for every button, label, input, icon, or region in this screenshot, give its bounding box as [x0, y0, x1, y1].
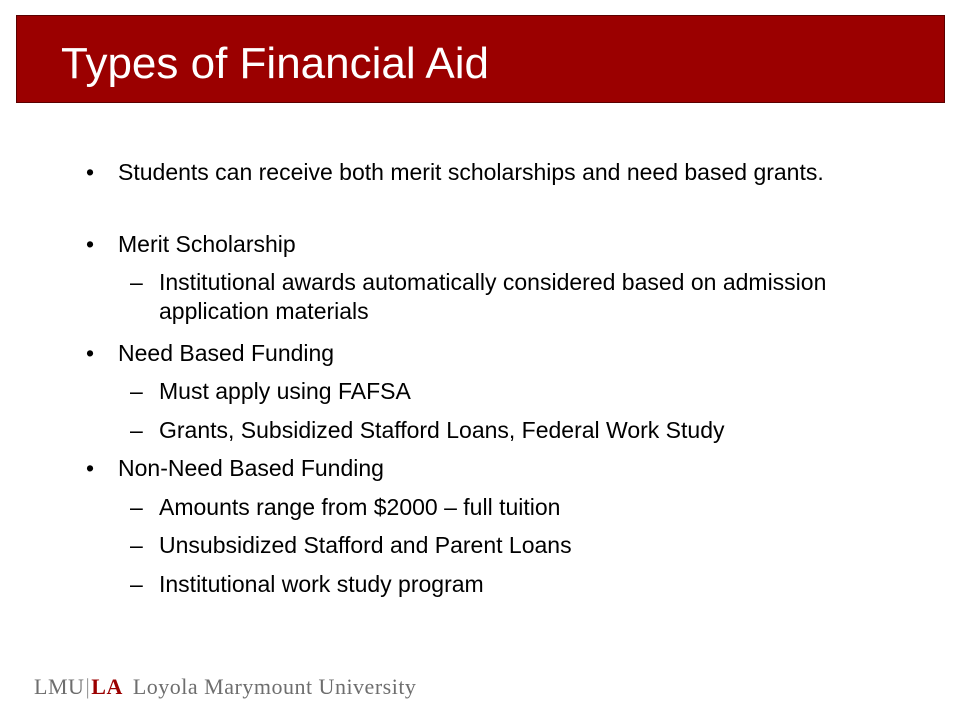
bullet-text: Need Based Funding [118, 340, 335, 366]
logo-la: LA [91, 674, 123, 699]
sub-bullet-marker: – [130, 417, 143, 443]
bullet-text: Students can receive both merit scholarships and need based grants. [118, 159, 824, 185]
bullet-marker: • [86, 455, 95, 481]
title-bar [16, 15, 945, 103]
bullet-text: Non-Need Based Funding [118, 455, 384, 481]
sub-bullet-marker: – [130, 378, 143, 404]
university-logo [34, 674, 416, 700]
logo-separator: | [85, 674, 91, 699]
sub-bullet-text: Grants, Subsidized Stafford Loans, Federal Work Study [159, 417, 725, 443]
bullet-marker: • [86, 159, 95, 185]
sub-bullet-text: Institutional work study program [159, 571, 484, 597]
sub-bullet-text: Institutional awards automatically considered based on admission application materials [159, 269, 827, 324]
sub-bullet-marker: – [130, 532, 143, 558]
sub-bullet-marker: – [130, 269, 143, 295]
sub-bullet-marker: – [130, 571, 143, 597]
sub-bullet-marker: – [130, 494, 143, 520]
logo-university-name: Loyola Marymount University [132, 674, 417, 699]
sub-bullet-text: Unsubsidized Stafford and Parent Loans [159, 532, 572, 558]
bullet-marker: • [86, 340, 95, 366]
bullet-marker: • [86, 231, 95, 257]
logo-lmu: LMU [34, 674, 85, 699]
bullet-text: Merit Scholarship [118, 231, 296, 257]
sub-bullet-text: Amounts range from $2000 – full tuition [159, 494, 561, 520]
sub-bullet-text: Must apply using FAFSA [159, 378, 411, 404]
slide-title: Types of Financial Aid [61, 39, 490, 88]
